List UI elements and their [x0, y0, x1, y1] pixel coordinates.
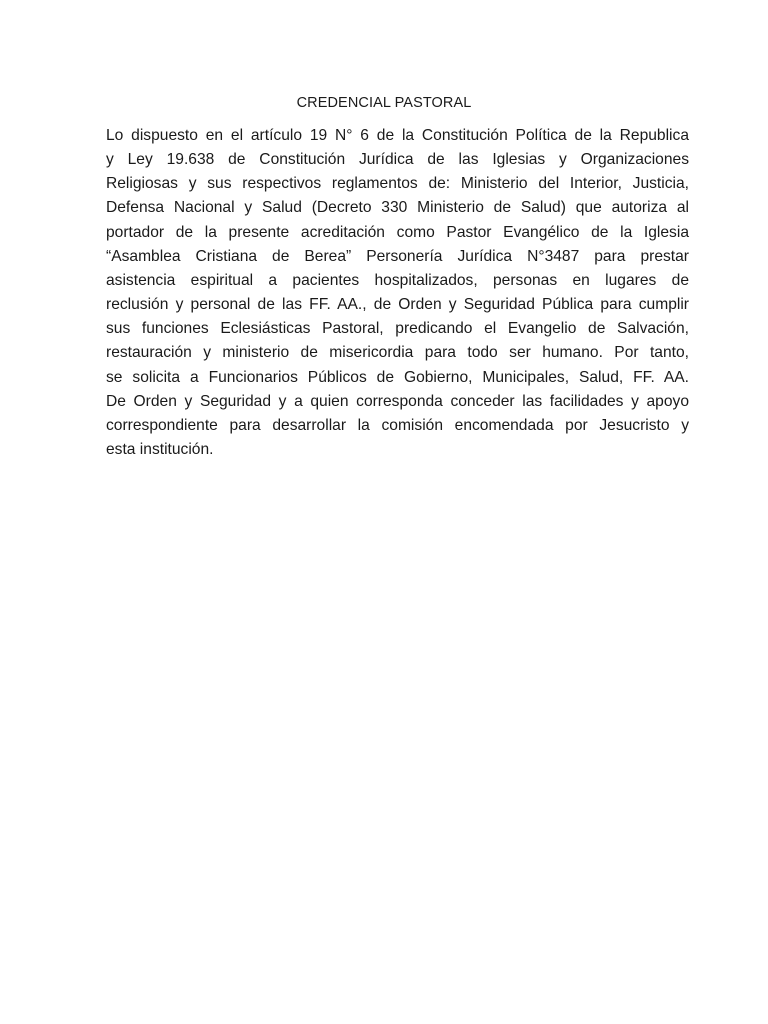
- body-line: reclusión y personal de las FF. AA., de Orden y Seguridad Pública para cumplir: [106, 296, 689, 314]
- document-body: [106, 124, 689, 462]
- body-line: sus funciones Eclesiásticas Pastoral, predicando el Evangelio de Salvación,: [106, 320, 689, 338]
- document-title: CREDENCIAL PASTORAL: [296, 95, 472, 111]
- body-line: y Ley 19.638 de Constitución Jurídica de las Iglesias y Organizaciones: [106, 151, 689, 169]
- body-line: Lo dispuesto en el artículo 19 N° 6 de la Constitución Política de la Republica: [106, 127, 689, 144]
- body-line: De Orden y Seguridad y a quien corresponda conceder las facilidades y apoyo: [106, 392, 689, 410]
- body-line: Defensa Nacional y Salud (Decreto 330 Ministerio de Salud) que autoriza al: [106, 199, 689, 217]
- body-line: asistencia espiritual a pacientes hospitalizados, personas en lugares de: [106, 271, 689, 289]
- body-line: se solicita a Funcionarios Públicos de Gobierno, Municipales, Salud, FF. AA.: [106, 368, 689, 386]
- body-line: portador de la presente acreditación como Pastor Evangélico de la Iglesia: [106, 223, 689, 241]
- body-line: “Asamblea Cristiana de Berea” Personería Jurídica N°3487 para prestar: [106, 247, 689, 265]
- body-line: correspondiente para desarrollar la comisión encomendada por Jesucristo y: [106, 416, 689, 434]
- body-line: esta institución.: [106, 441, 214, 459]
- body-line: restauración y ministerio de misericordia para todo ser humano. Por tanto,: [106, 344, 689, 362]
- body-line: Religiosas y sus respectivos reglamentos de: Ministerio del Interior, Justicia,: [106, 175, 689, 193]
